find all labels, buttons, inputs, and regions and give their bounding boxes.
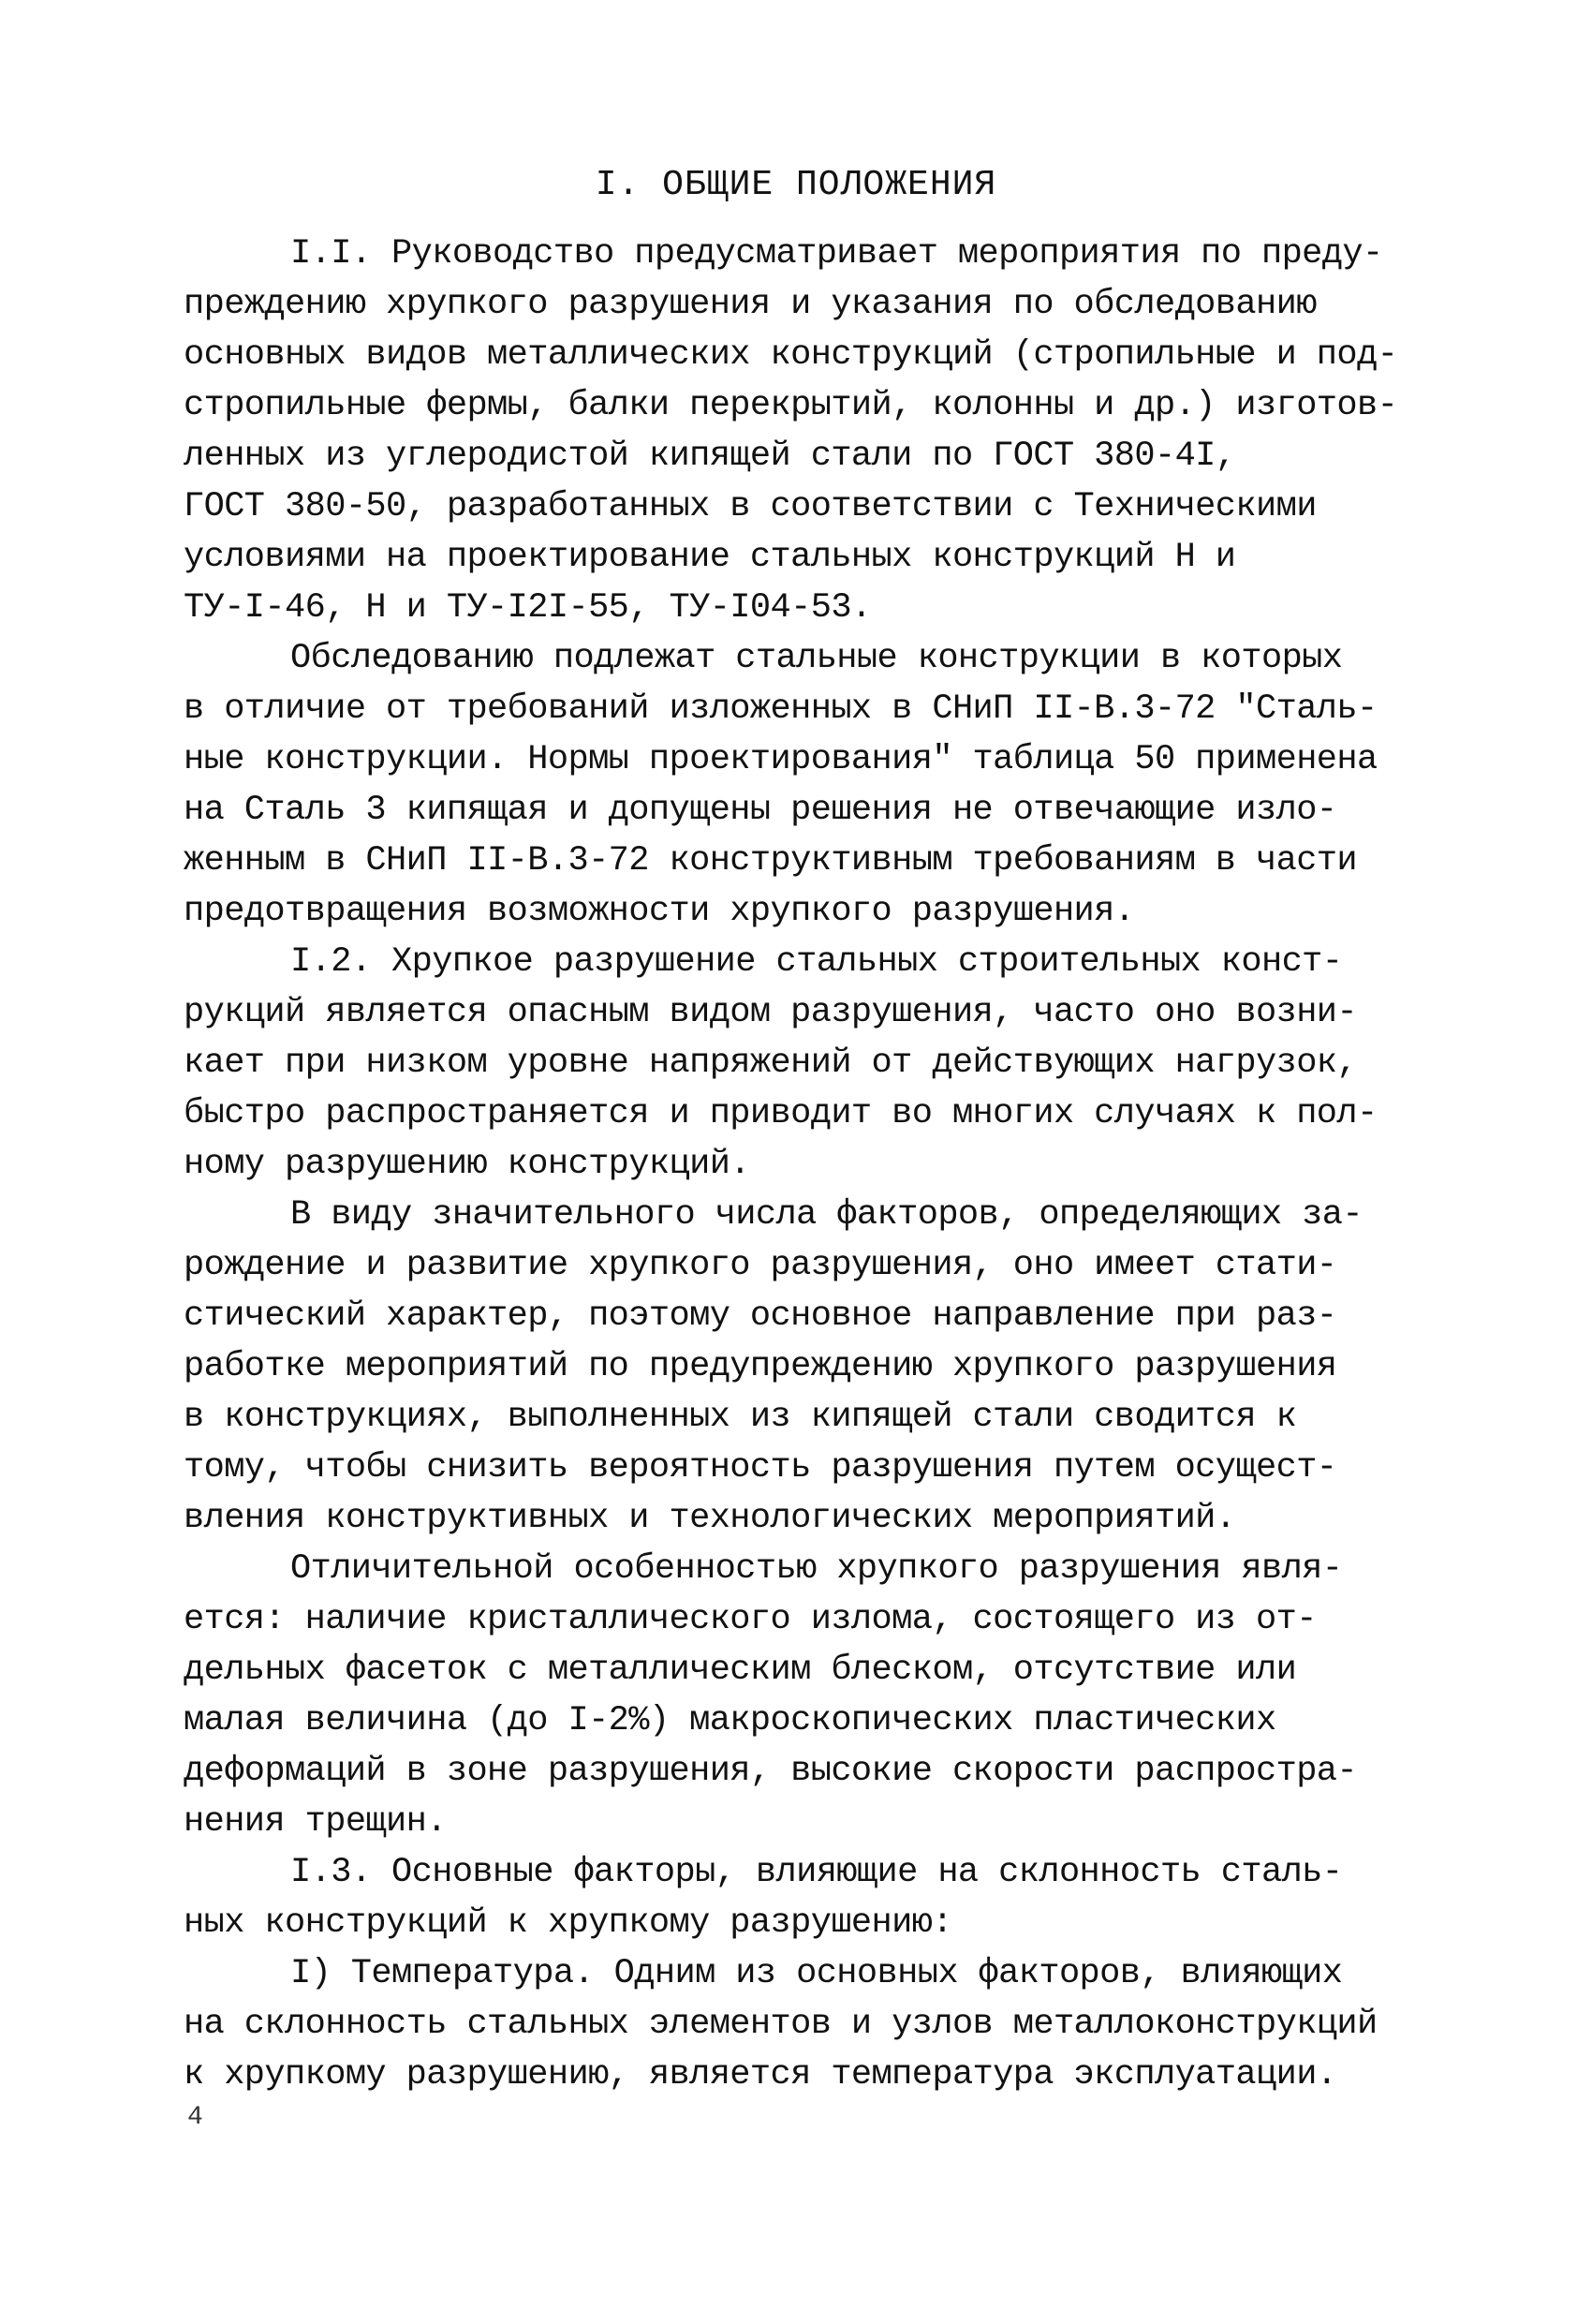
text-line: на склонность стальных элементов и узлов металлоконструкций bbox=[184, 2005, 1378, 2044]
page-number: 4 bbox=[187, 2103, 203, 2132]
text-line: работке мероприятий по предупреждению хрупкого разрушения bbox=[184, 1347, 1337, 1386]
text-line: к хрупкому разрушению, является температура эксплуатации. bbox=[184, 2055, 1337, 2095]
text-line: I) Температура. Одним из основных факторов, влияющих bbox=[290, 1954, 1343, 1993]
text-line: ГОСТ 380-50, разработанных в соответствии с Техническими bbox=[184, 487, 1317, 526]
text-line: Обследованию подлежат стальные конструкции в которых bbox=[290, 639, 1343, 678]
text-line: ные конструкции. Нормы проектирования" таблица 50 применена bbox=[184, 740, 1378, 779]
text-line: I.I. Руководство предусматривает мероприятия по преду- bbox=[290, 234, 1383, 274]
text-line: в конструкциях, выполненных из кипящей стали сводится к bbox=[184, 1398, 1297, 1437]
text-line: ется: наличие кристаллического излома, состоящего из от- bbox=[184, 1600, 1317, 1639]
text-line: дельных фасеток с металлическим блеском, отсутствие или bbox=[184, 1650, 1297, 1690]
text-line: I.2. Хрупкое разрушение стальных строительных конст- bbox=[290, 942, 1343, 982]
text-line: в отличие от требований изложенных в СНиП II-В.3-72 "Сталь- bbox=[184, 689, 1378, 729]
text-line: ленных из углеродистой кипящей стали по ГОСТ 380-4I, bbox=[184, 437, 1236, 476]
text-line: вления конструктивных и технологических мероприятий. bbox=[184, 1499, 1236, 1538]
text-line: I.3. Основные факторы, влияющие на склонность сталь- bbox=[290, 1853, 1343, 1892]
text-line: рождение и развитие хрупкого разрушения, оно имеет стати- bbox=[184, 1246, 1337, 1285]
text-line: женным в СНиП II-В.3-72 конструктивным требованиям в части bbox=[184, 841, 1358, 881]
text-line: нения трещин. bbox=[184, 1802, 447, 1842]
text-line: условиями на проектирование стальных конструкций Н и bbox=[184, 538, 1236, 577]
text-line: ных конструкций к хрупкому разрушению: bbox=[184, 1903, 952, 1943]
section-heading: I. ОБЩИЕ ПОЛОЖЕНИЯ bbox=[595, 165, 997, 205]
text-line: Отличительной особенностью хрупкого разрушения явля- bbox=[290, 1549, 1343, 1589]
body-text bbox=[184, 229, 1429, 2100]
text-line: стический характер, поэтому основное направление при раз- bbox=[184, 1296, 1337, 1336]
text-line: малая величина (до I-2%) макроскопических пластических bbox=[184, 1701, 1276, 1740]
text-line: деформаций в зоне разрушения, высокие скорости распростра- bbox=[184, 1752, 1358, 1791]
text-line: преждению хрупкого разрушения и указания по обследованию bbox=[184, 285, 1317, 324]
text-line: рукций является опасным видом разрушения, часто оно возни- bbox=[184, 993, 1358, 1032]
text-line: быстро распространяется и приводит во многих случаях к пол- bbox=[184, 1094, 1378, 1133]
text-line: на Сталь 3 кипящая и допущены решения не отвечающие изло- bbox=[184, 791, 1337, 830]
text-line: ному разрушению конструкций. bbox=[184, 1145, 750, 1184]
text-line: предотвращения возможности хрупкого разрушения. bbox=[184, 892, 1135, 931]
text-line: ТУ-I-46, Н и ТУ-I2I-55, ТУ-I04-53. bbox=[184, 588, 872, 628]
text-line: основных видов металлических конструкций (стропильные и под- bbox=[184, 335, 1398, 375]
text-line: тому, чтобы снизить вероятность разрушения путем осущест- bbox=[184, 1448, 1337, 1488]
text-line: стропильные фермы, балки перекрытий, колонны и др.) изготов- bbox=[184, 386, 1398, 425]
text-line: кает при низком уровне напряжений от действующих нагрузок, bbox=[184, 1044, 1358, 1083]
text-line: В виду значительного числа факторов, определяющих за- bbox=[290, 1195, 1363, 1235]
